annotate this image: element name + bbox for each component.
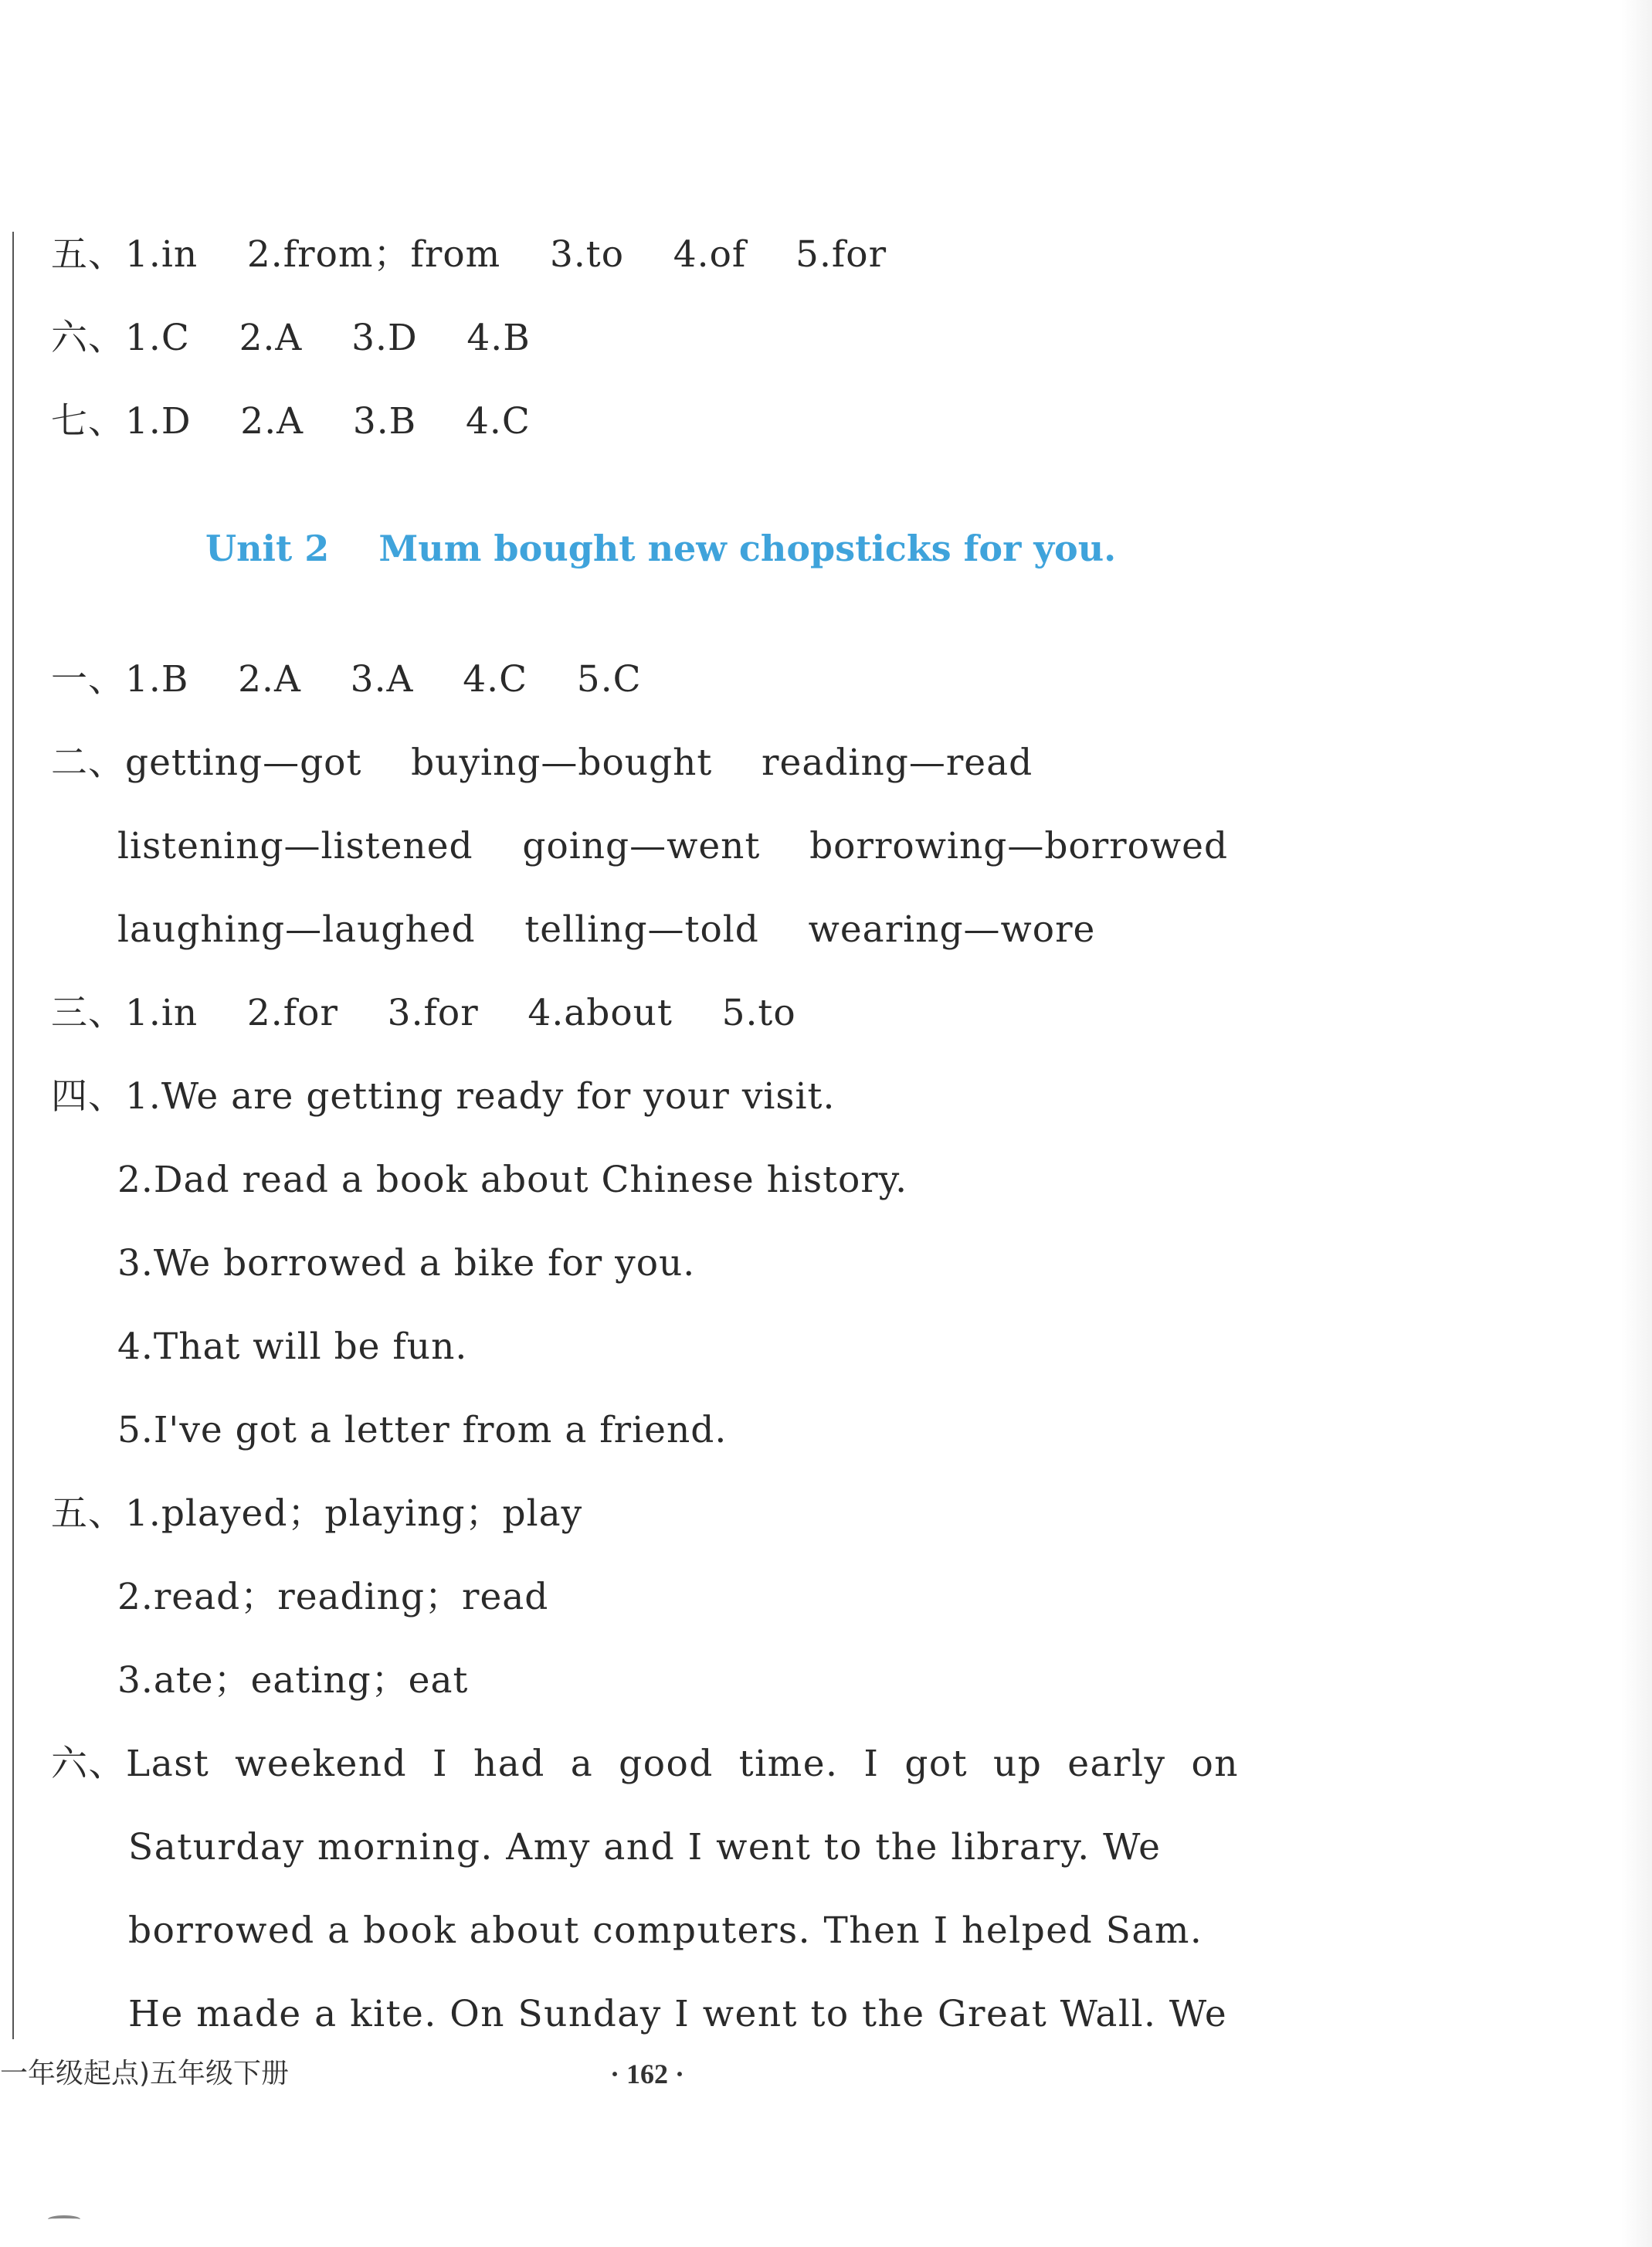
answer-line: He made a kite. On Sunday I went to the Great Wall. We (128, 1993, 1228, 2035)
answer-line: 五、1.in 2.from；from 3.to 4.of 5.for (51, 233, 887, 276)
answer-line: 2.read；reading；read (117, 1576, 549, 1618)
answer-line: 四、1.We are getting ready for your visit. (51, 1075, 836, 1118)
answer-line: 二、getting—got buying—bought reading—read (51, 742, 1033, 784)
page-edge-shadow (1621, 0, 1652, 2247)
answer-line: Saturday morning. Amy and I went to the library. We (128, 1826, 1162, 1869)
answer-line: 5.I've got a letter from a friend. (117, 1409, 728, 1451)
page-number: · 162 · (610, 2059, 685, 2089)
answer-line: laughing—laughed telling—told wearing—wore (117, 908, 1096, 951)
answer-line: 4.That will be fun. (117, 1325, 468, 1368)
corner-mark (48, 2215, 80, 2223)
answer-line: 五、1.played；playing；play (51, 1492, 583, 1535)
answer-line: 六、1.C 2.A 3.D 4.B (51, 317, 531, 359)
margin-rule (12, 232, 14, 2039)
answer-line: 2.Dad read a book about Chinese history. (117, 1159, 908, 1201)
answer-line: 一、1.B 2.A 3.A 4.C 5.C (51, 658, 642, 701)
footer-book-title: 一年级起点)五年级下册 (0, 2058, 290, 2089)
answer-line: 七、1.D 2.A 3.B 4.C (51, 400, 531, 443)
answer-line: 3.ate；eating；eat (117, 1659, 469, 1702)
answer-line: 六、Last weekend I had a good time. I got up early on (51, 1743, 1240, 1785)
answer-line: borrowed a book about computers. Then I helped Sam. (128, 1909, 1203, 1952)
answer-line: 三、1.in 2.for 3.for 4.about 5.to (51, 992, 796, 1034)
answer-line: listening—listened going—went borrowing—borrowed (117, 825, 1229, 867)
unit-title: Unit 2 Mum bought new chopsticks for you. (205, 528, 1117, 569)
answer-line: 3.We borrowed a bike for you. (117, 1242, 696, 1285)
